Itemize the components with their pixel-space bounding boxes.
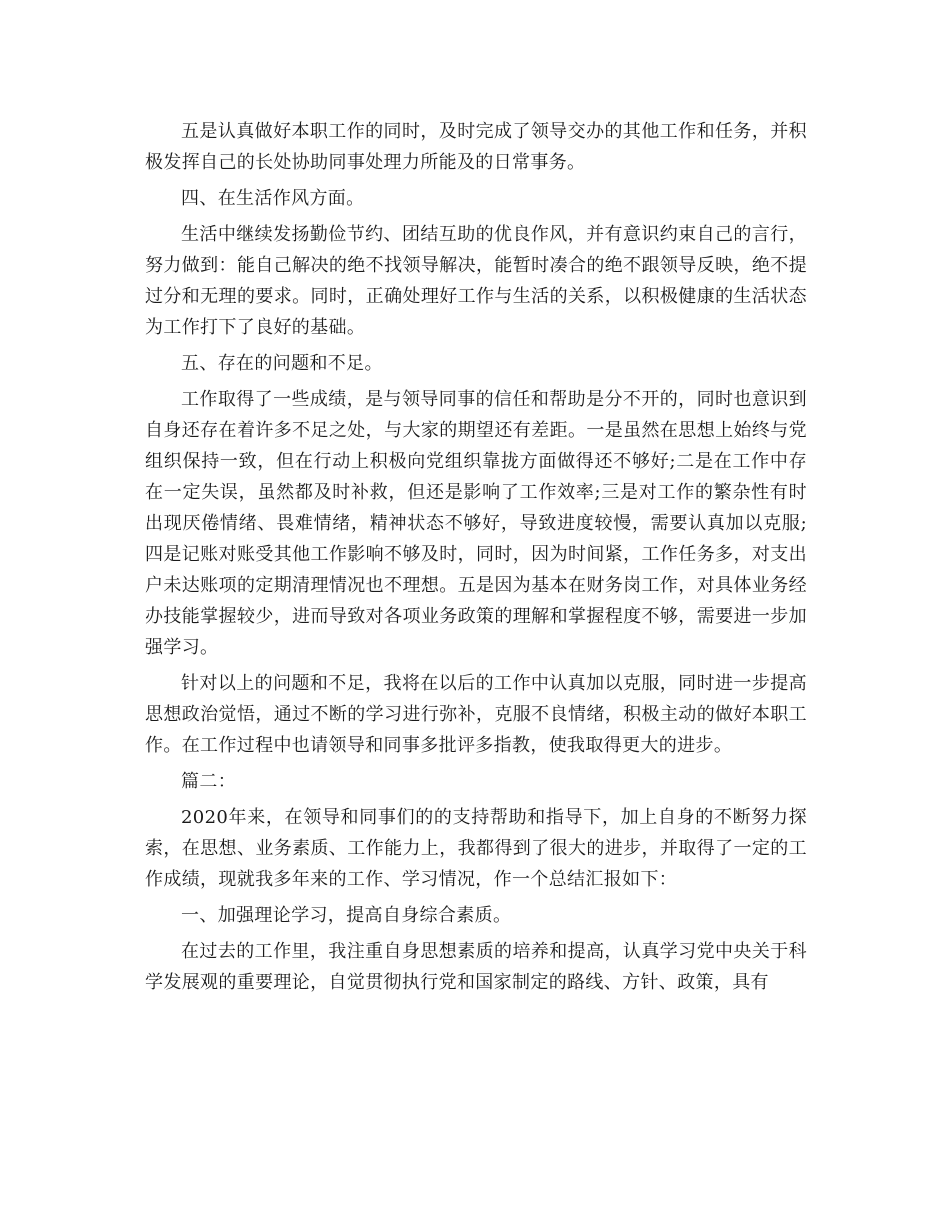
- document-body: [145, 116, 807, 1003]
- paragraph-item-5-duties: 五是认真做好本职工作的同时，及时完成了领导交办的其他工作和任务，并积极发挥自己的长处协助同事处理力所能及的日常事务。: [145, 121, 807, 173]
- paragraph-lifestyle: 生活中继续发扬勤俭节约、团结互助的优良作风，并有意识约束自己的言行，努力做到：能自己解决的绝不找领导解决，能暂时凑合的绝不跟领导反映，绝不提过分和无理的要求。同时，正确处理好工作与生活的关系，以积极健康的生活状态为工作打下了良好的基础。: [145, 224, 807, 338]
- paragraph-improvement: 针对以上的问题和不足，我将在以后的工作中认真加以克服，同时进一步提高思想政治觉悟，通过不断的学习进行弥补，克服不良情绪，积极主动的做好本职工作。在工作过程中也请领导和同事多批评多指教，使我取得更大的进步。: [145, 673, 807, 756]
- section-heading-theory-study: 一、加强理论学习，提高自身综合素质。: [181, 905, 512, 926]
- paragraph-problems: 工作取得了一些成绩，是与领导同事的信任和帮助是分不开的，同时也意识到自身还存在着许多不足之处，与大家的期望还有差距。一是虽然在思想上始终与党组织保持一致，但在行动上积极向党组织靠拢方面做得还不够好;二是在工作中存在一定失误，虽然都及时补救，但还是影响了工作效率;三是对工作的繁杂性有时出现厌倦情绪、畏难情绪，精神状态不够好，导致进度较慢，需要认真加以克服;四是记账对账受其他工作影响不够及时，同时，因为时间紧，工作任务多，对支出户未达账项的定期清理情况也不理想。五是因为基本在财务岗工作，对具体业务经办技能掌握较少，进而导致对各项业务政策的理解和掌握程度不够，需要进一步加强学习。: [145, 389, 807, 658]
- paragraph-part-two-intro: 2020年来，在领导和同事们的的支持帮助和指导下，加上自身的不断努力探索，在思想、业务素质、工作能力上，我都得到了很大的进步，并取得了一定的工作成绩，现就我多年来的工作、学习情况，作一个总结汇报如下：: [145, 807, 807, 890]
- section-heading-lifestyle: 四、在生活作风方面。: [181, 188, 365, 209]
- part-two-heading: 篇二：: [181, 771, 237, 792]
- paragraph-theory-study: 在过去的工作里，我注重自身思想素质的培养和提高，认真学习党中央关于科学发展观的重要理论，自觉贯彻执行党和国家制定的路线、方针、政策，具有: [145, 941, 807, 993]
- section-heading-problems: 五、存在的问题和不足。: [181, 353, 383, 374]
